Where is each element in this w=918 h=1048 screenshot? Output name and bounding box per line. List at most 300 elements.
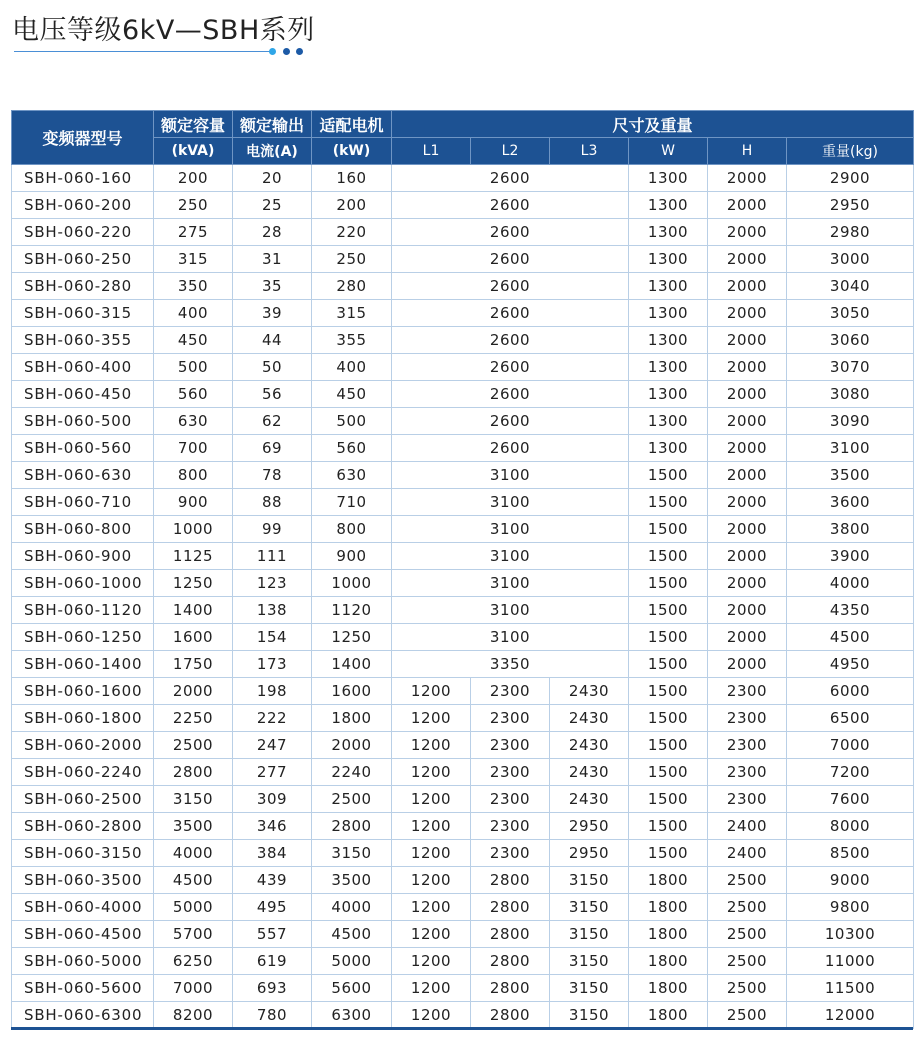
table-row [12,624,914,651]
cell-w: 1500 [629,732,708,759]
cell-capacity: 400 [154,300,233,327]
cell-w: 1500 [629,840,708,867]
table-row [12,1002,914,1029]
cell-capacity: 1250 [154,570,233,597]
spec-table [11,110,914,1029]
cell-weight: 2950 [787,192,914,219]
cell-l2: 2300 [471,759,550,786]
cell-h: 2500 [708,975,787,1002]
cell-weight: 6000 [787,678,914,705]
cell-l-combined: 2600 [392,327,629,354]
cell-l2: 2300 [471,705,550,732]
cell-capacity: 1400 [154,597,233,624]
cell-capacity: 1750 [154,651,233,678]
cell-current: 619 [233,948,312,975]
cell-w: 1500 [629,678,708,705]
cell-motor: 1250 [312,624,392,651]
cell-current: 693 [233,975,312,1002]
cell-capacity: 800 [154,462,233,489]
cell-motor: 250 [312,246,392,273]
cell-w: 1300 [629,219,708,246]
cell-w: 1800 [629,894,708,921]
header-current: 额定输出 [233,111,312,138]
cell-l1: 1200 [392,1002,471,1029]
title-underline [14,51,272,52]
cell-model: SBH-060-1600 [12,678,154,705]
table-row [12,165,914,192]
cell-l1: 1200 [392,786,471,813]
cell-l3: 3150 [550,894,629,921]
cell-w: 1500 [629,786,708,813]
cell-h: 2000 [708,165,787,192]
cell-l2: 2300 [471,813,550,840]
cell-capacity: 500 [154,354,233,381]
cell-capacity: 8200 [154,1002,233,1029]
cell-model: SBH-060-250 [12,246,154,273]
cell-current: 28 [233,219,312,246]
cell-motor: 1600 [312,678,392,705]
table-row [12,867,914,894]
cell-h: 2300 [708,732,787,759]
cell-h: 2300 [708,786,787,813]
cell-current: 50 [233,354,312,381]
cell-capacity: 700 [154,435,233,462]
cell-current: 56 [233,381,312,408]
table-row [12,516,914,543]
cell-h: 2000 [708,624,787,651]
cell-weight: 9800 [787,894,914,921]
cell-weight: 4500 [787,624,914,651]
cell-motor: 630 [312,462,392,489]
cell-weight: 3900 [787,543,914,570]
cell-w: 1800 [629,921,708,948]
cell-capacity: 1000 [154,516,233,543]
cell-l3: 2430 [550,732,629,759]
cell-capacity: 4000 [154,840,233,867]
cell-capacity: 250 [154,192,233,219]
cell-capacity: 5000 [154,894,233,921]
table-row [12,678,914,705]
cell-w: 1500 [629,651,708,678]
table-row [12,570,914,597]
cell-capacity: 1125 [154,543,233,570]
cell-model: SBH-060-2000 [12,732,154,759]
cell-weight: 2980 [787,219,914,246]
cell-model: SBH-060-5600 [12,975,154,1002]
header-capacity: 额定容量 [154,111,233,138]
cell-w: 1500 [629,813,708,840]
table-row [12,381,914,408]
cell-l3: 3150 [550,1002,629,1029]
cell-model: SBH-060-1800 [12,705,154,732]
cell-h: 2000 [708,435,787,462]
cell-w: 1300 [629,192,708,219]
cell-l-combined: 2600 [392,246,629,273]
cell-model: SBH-060-220 [12,219,154,246]
cell-l2: 2800 [471,948,550,975]
cell-l1: 1200 [392,759,471,786]
bottom-rule [11,1027,913,1030]
cell-motor: 4500 [312,921,392,948]
table-row [12,246,914,273]
cell-weight: 11000 [787,948,914,975]
cell-l-combined: 2600 [392,408,629,435]
cell-model: SBH-060-4000 [12,894,154,921]
cell-current: 99 [233,516,312,543]
cell-h: 2000 [708,489,787,516]
cell-l-combined: 2600 [392,219,629,246]
cell-motor: 900 [312,543,392,570]
cell-h: 2500 [708,921,787,948]
cell-capacity: 5700 [154,921,233,948]
table-row [12,894,914,921]
cell-weight: 3090 [787,408,914,435]
table-row [12,786,914,813]
cell-motor: 160 [312,165,392,192]
cell-motor: 355 [312,327,392,354]
decorative-dot [283,48,290,55]
cell-motor: 450 [312,381,392,408]
cell-current: 35 [233,273,312,300]
cell-model: SBH-060-900 [12,543,154,570]
cell-l-combined: 2600 [392,381,629,408]
cell-model: SBH-060-2500 [12,786,154,813]
cell-model: SBH-060-5000 [12,948,154,975]
cell-l2: 2800 [471,921,550,948]
cell-h: 2500 [708,867,787,894]
cell-w: 1300 [629,165,708,192]
table-row [12,840,914,867]
header-model: 变频器型号 [12,111,154,165]
cell-w: 1300 [629,300,708,327]
table-row [12,543,914,570]
cell-l3: 2430 [550,705,629,732]
table-row [12,462,914,489]
cell-capacity: 3500 [154,813,233,840]
table-row [12,219,914,246]
cell-model: SBH-060-1400 [12,651,154,678]
cell-weight: 10300 [787,921,914,948]
cell-weight: 7000 [787,732,914,759]
cell-motor: 500 [312,408,392,435]
header-dims: 尺寸及重量 [392,111,914,138]
cell-model: SBH-060-500 [12,408,154,435]
header-motor: 适配电机 [312,111,392,138]
cell-l-combined: 3100 [392,516,629,543]
cell-capacity: 4500 [154,867,233,894]
table-row [12,408,914,435]
cell-w: 1500 [629,597,708,624]
cell-w: 1300 [629,381,708,408]
cell-l-combined: 3100 [392,570,629,597]
cell-w: 1500 [629,489,708,516]
cell-model: SBH-060-6300 [12,1002,154,1029]
table-row [12,705,914,732]
cell-model: SBH-060-3500 [12,867,154,894]
header-l2: L2 [471,138,550,165]
cell-l3: 3150 [550,867,629,894]
cell-motor: 280 [312,273,392,300]
cell-w: 1300 [629,354,708,381]
cell-capacity: 200 [154,165,233,192]
cell-w: 1800 [629,867,708,894]
cell-l-combined: 2600 [392,165,629,192]
table-row [12,354,914,381]
cell-motor: 560 [312,435,392,462]
cell-motor: 1120 [312,597,392,624]
cell-w: 1800 [629,948,708,975]
cell-motor: 2500 [312,786,392,813]
cell-h: 2400 [708,813,787,840]
cell-h: 2000 [708,354,787,381]
cell-capacity: 350 [154,273,233,300]
cell-h: 2000 [708,570,787,597]
cell-w: 1300 [629,435,708,462]
cell-l-combined: 2600 [392,354,629,381]
cell-motor: 1400 [312,651,392,678]
cell-h: 2400 [708,840,787,867]
cell-current: 78 [233,462,312,489]
cell-motor: 2000 [312,732,392,759]
cell-current: 88 [233,489,312,516]
cell-capacity: 3150 [154,786,233,813]
cell-current: 198 [233,678,312,705]
cell-weight: 7600 [787,786,914,813]
table-row [12,327,914,354]
cell-weight: 4950 [787,651,914,678]
cell-l-combined: 3100 [392,462,629,489]
table-row [12,651,914,678]
cell-weight: 8000 [787,813,914,840]
cell-h: 2500 [708,1002,787,1029]
cell-current: 69 [233,435,312,462]
cell-l3: 3150 [550,921,629,948]
cell-l3: 2430 [550,678,629,705]
cell-motor: 3500 [312,867,392,894]
cell-l1: 1200 [392,705,471,732]
cell-motor: 4000 [312,894,392,921]
cell-model: SBH-060-1120 [12,597,154,624]
cell-weight: 3600 [787,489,914,516]
cell-current: 25 [233,192,312,219]
table-row [12,192,914,219]
cell-weight: 11500 [787,975,914,1002]
cell-model: SBH-060-4500 [12,921,154,948]
cell-l3: 2950 [550,813,629,840]
table-row [12,732,914,759]
table-body [12,165,914,1029]
header-l1: L1 [392,138,471,165]
cell-motor: 800 [312,516,392,543]
cell-w: 1500 [629,624,708,651]
cell-l3: 3150 [550,975,629,1002]
page-title: 电压等级6kV—SBH系列 [12,15,315,46]
cell-current: 495 [233,894,312,921]
cell-h: 2000 [708,219,787,246]
cell-motor: 2240 [312,759,392,786]
table-row [12,975,914,1002]
cell-model: SBH-060-710 [12,489,154,516]
cell-capacity: 2000 [154,678,233,705]
table-row [12,489,914,516]
cell-l-combined: 2600 [392,435,629,462]
cell-current: 20 [233,165,312,192]
cell-w: 1500 [629,462,708,489]
cell-l3: 2430 [550,759,629,786]
cell-model: SBH-060-2240 [12,759,154,786]
header-w: W [629,138,708,165]
cell-l2: 2800 [471,975,550,1002]
cell-l1: 1200 [392,840,471,867]
cell-l1: 1200 [392,921,471,948]
cell-current: 138 [233,597,312,624]
cell-weight: 7200 [787,759,914,786]
cell-current: 247 [233,732,312,759]
cell-current: 154 [233,624,312,651]
cell-motor: 400 [312,354,392,381]
cell-h: 2000 [708,300,787,327]
cell-h: 2000 [708,597,787,624]
cell-l2: 2300 [471,732,550,759]
cell-motor: 3150 [312,840,392,867]
header-motor-unit: (kW) [312,138,392,165]
cell-model: SBH-060-1250 [12,624,154,651]
cell-current: 44 [233,327,312,354]
cell-l-combined: 2600 [392,192,629,219]
cell-current: 111 [233,543,312,570]
cell-l3: 2430 [550,786,629,813]
header-weight: 重量(kg) [787,138,914,165]
cell-model: SBH-060-2800 [12,813,154,840]
cell-l-combined: 3100 [392,624,629,651]
cell-h: 2000 [708,381,787,408]
cell-h: 2000 [708,516,787,543]
cell-h: 2300 [708,705,787,732]
table-row [12,597,914,624]
header-l3: L3 [550,138,629,165]
header-current-unit: 电流(A) [233,138,312,165]
cell-weight: 3050 [787,300,914,327]
cell-model: SBH-060-1000 [12,570,154,597]
table-row [12,813,914,840]
cell-h: 2000 [708,462,787,489]
decorative-dot [296,48,303,55]
cell-motor: 315 [312,300,392,327]
table-row [12,948,914,975]
cell-weight: 6500 [787,705,914,732]
cell-weight: 12000 [787,1002,914,1029]
cell-motor: 710 [312,489,392,516]
cell-weight: 4350 [787,597,914,624]
cell-l-combined: 3100 [392,597,629,624]
cell-model: SBH-060-355 [12,327,154,354]
cell-h: 2500 [708,894,787,921]
cell-capacity: 6250 [154,948,233,975]
cell-motor: 200 [312,192,392,219]
table-row [12,435,914,462]
cell-w: 1500 [629,516,708,543]
cell-w: 1800 [629,1002,708,1029]
cell-model: SBH-060-800 [12,516,154,543]
cell-l-combined: 3100 [392,543,629,570]
cell-l2: 2300 [471,840,550,867]
cell-weight: 3800 [787,516,914,543]
cell-w: 1300 [629,327,708,354]
cell-weight: 9000 [787,867,914,894]
cell-l2: 2300 [471,678,550,705]
cell-motor: 6300 [312,1002,392,1029]
cell-weight: 3080 [787,381,914,408]
cell-motor: 5000 [312,948,392,975]
cell-model: SBH-060-400 [12,354,154,381]
cell-weight: 3100 [787,435,914,462]
cell-l1: 1200 [392,867,471,894]
cell-l1: 1200 [392,813,471,840]
cell-l1: 1200 [392,732,471,759]
cell-h: 2000 [708,246,787,273]
cell-l2: 2300 [471,786,550,813]
cell-model: SBH-060-630 [12,462,154,489]
cell-l-combined: 2600 [392,273,629,300]
cell-weight: 2900 [787,165,914,192]
cell-l1: 1200 [392,975,471,1002]
cell-w: 1800 [629,975,708,1002]
cell-model: SBH-060-315 [12,300,154,327]
cell-w: 1300 [629,408,708,435]
cell-current: 346 [233,813,312,840]
cell-model: SBH-060-200 [12,192,154,219]
cell-l2: 2800 [471,867,550,894]
cell-current: 780 [233,1002,312,1029]
cell-capacity: 900 [154,489,233,516]
cell-l1: 1200 [392,678,471,705]
table-row [12,759,914,786]
cell-motor: 2800 [312,813,392,840]
table-header [12,111,914,165]
cell-capacity: 2800 [154,759,233,786]
cell-model: SBH-060-560 [12,435,154,462]
table-row [12,300,914,327]
cell-model: SBH-060-3150 [12,840,154,867]
cell-current: 173 [233,651,312,678]
cell-capacity: 1600 [154,624,233,651]
cell-w: 1500 [629,543,708,570]
cell-capacity: 315 [154,246,233,273]
cell-l2: 2800 [471,1002,550,1029]
cell-l-combined: 2600 [392,300,629,327]
cell-l3: 2950 [550,840,629,867]
cell-current: 62 [233,408,312,435]
cell-h: 2500 [708,948,787,975]
cell-current: 439 [233,867,312,894]
cell-model: SBH-060-280 [12,273,154,300]
cell-l-combined: 3100 [392,489,629,516]
cell-current: 31 [233,246,312,273]
cell-capacity: 7000 [154,975,233,1002]
cell-h: 2000 [708,651,787,678]
cell-w: 1500 [629,759,708,786]
cell-h: 2000 [708,273,787,300]
cell-weight: 3040 [787,273,914,300]
cell-w: 1300 [629,273,708,300]
cell-model: SBH-060-160 [12,165,154,192]
cell-weight: 3070 [787,354,914,381]
cell-capacity: 630 [154,408,233,435]
cell-h: 2000 [708,192,787,219]
cell-h: 2000 [708,543,787,570]
cell-motor: 1800 [312,705,392,732]
cell-capacity: 450 [154,327,233,354]
